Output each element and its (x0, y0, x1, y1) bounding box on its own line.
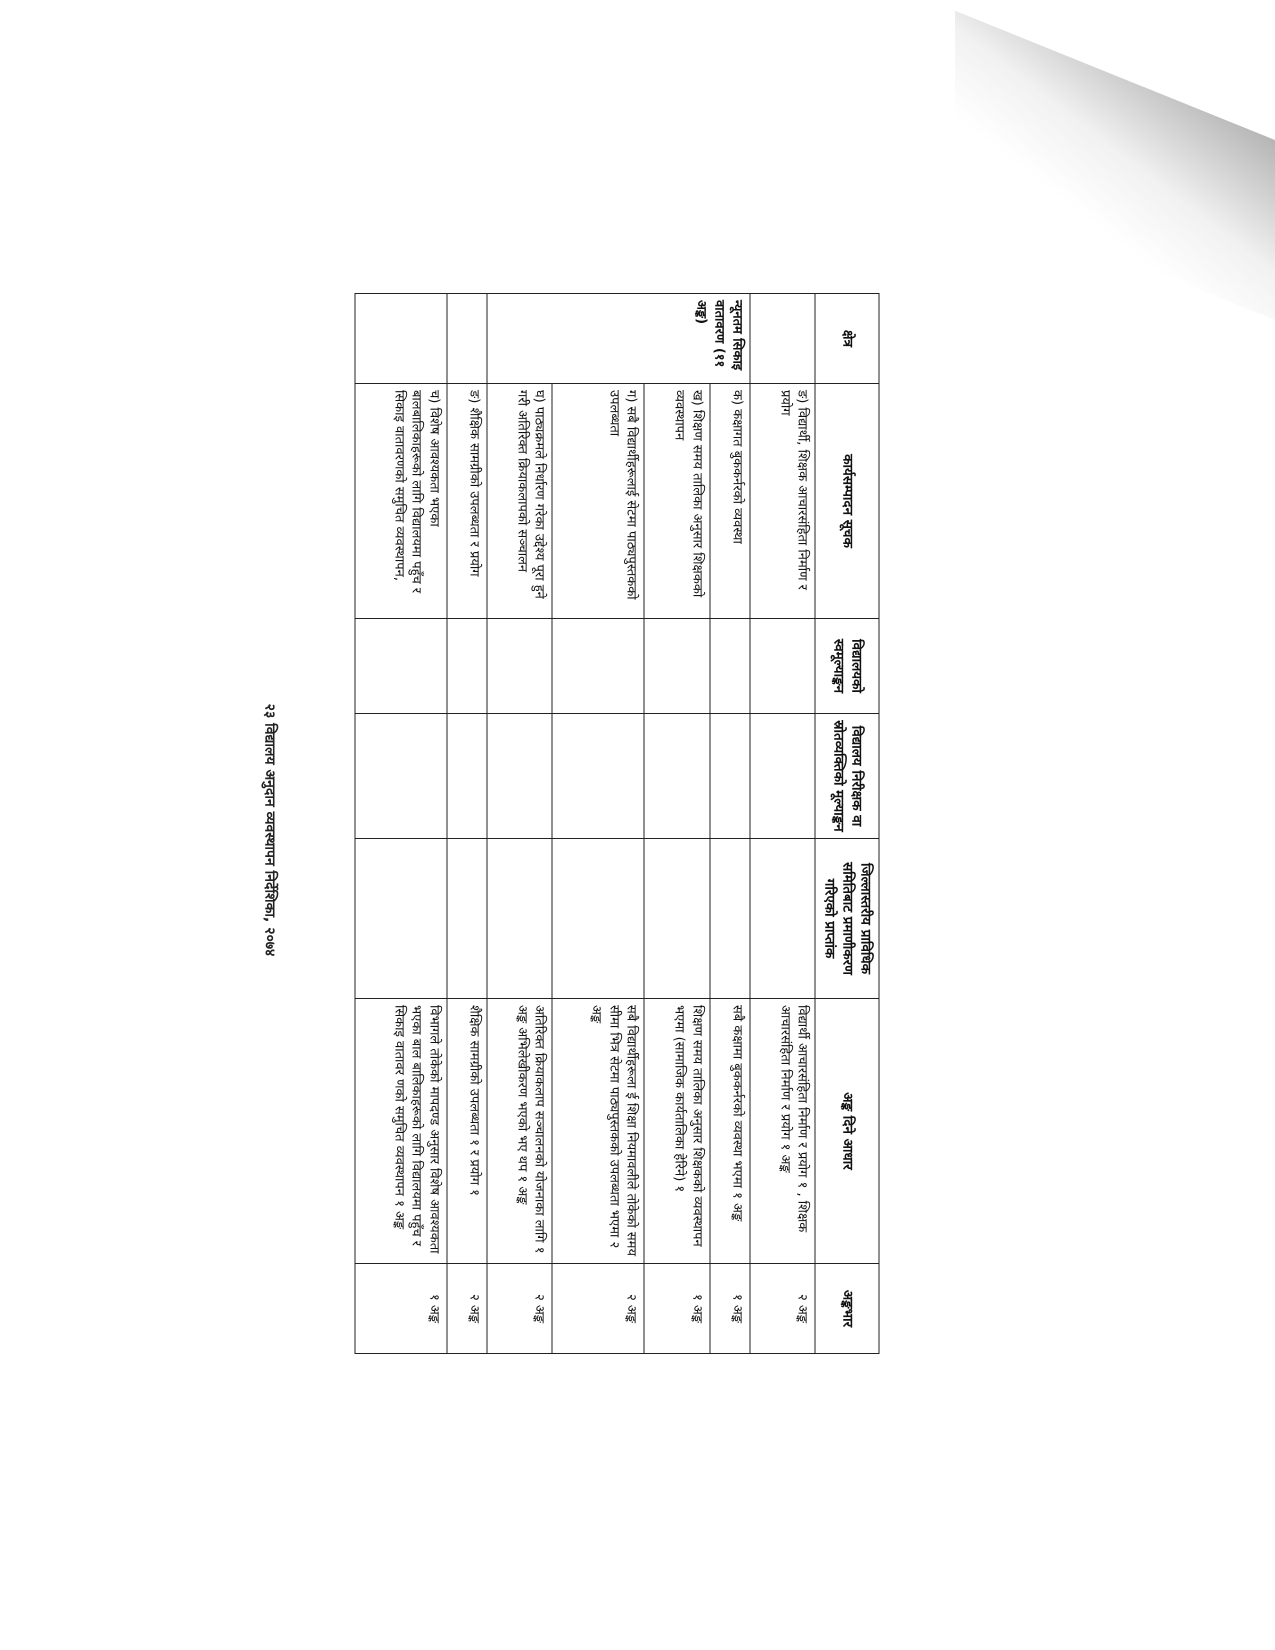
district-score-cell (644, 839, 710, 999)
table-row (552, 294, 644, 1354)
header-basis: अङ्क दिने आधार (815, 999, 879, 1264)
basis-cell: अतिरिक्त क्रियाकलाप सञ्चालनको योजनाका लागि १ अङ्क अभिलेखीकरण भएको भए थप १ अङ्क (487, 999, 553, 1264)
area-cell-empty (750, 294, 816, 384)
district-score-cell (447, 839, 487, 999)
inspector-score-cell (644, 714, 710, 839)
basis-cell: विद्यार्थी आचारसंहिता निर्माण र प्रयोग १ , शिक्षक आचारसंहिता निर्माण र प्रयोग १ अङ्क (750, 999, 816, 1264)
header-self-assessment: विद्यालयको स्वमूल्याङ्कन (815, 619, 879, 714)
marks-cell: २ अङ्क (552, 1264, 644, 1354)
indicator-cell: च) विशेष आवश्यकता भएका बालबालिकाहरूको लागि विद्यालयमा पहुँच र सिकाइ वातावरणको समुचित व्यवस्थापन, (355, 384, 447, 619)
marks-cell: २ अङ्क (750, 1264, 816, 1354)
inspector-score-cell (750, 714, 816, 839)
table-row (355, 294, 447, 1354)
basis-cell: सबै विद्यार्थीहरूला ई शिक्षा नियमावलीले तोकेको समय सीमा भित्र सेटमा पाठ्यपुस्तकको उपलब्धता भएमा २ अङ्क (552, 999, 644, 1264)
table-row (710, 294, 750, 1354)
area-cell-empty (355, 294, 447, 384)
indicator-cell: ग) सबै विद्यार्थीहरूलाई सेटमा पाठ्यपुस्तकको उपलब्धता (552, 384, 644, 619)
basis-cell: विभागले तोकेको मापदण्ड अनुसार विशेष आवश्यकता भएका बाल बालिकाहरूको लागि विद्यालयमा पहुँच र सिकाइ वातावर णको समुचित व्यवस्थापन १ अङ्क (355, 999, 447, 1264)
self-score-cell (355, 619, 447, 714)
self-score-cell (487, 619, 553, 714)
indicator-cell: ङ) शैक्षिक सामग्रीको उपलब्धता र प्रयोग (447, 384, 487, 619)
basis-cell: शिक्षण समय तालिका अनुसार शिक्षकको व्यवस्थापन भएमा (सामाजिक कार्यतालिका हेरिने) १ (644, 999, 710, 1264)
indicator-cell: ख) शिक्षण समय तालिका अनुसार शिक्षकको व्यवस्थापन (644, 384, 710, 619)
inspector-score-cell (487, 714, 553, 839)
table-row (750, 294, 816, 1354)
evaluation-table (355, 293, 880, 1354)
self-score-cell (750, 619, 816, 714)
inspector-score-cell (355, 714, 447, 839)
self-score-cell (710, 619, 750, 714)
indicator-cell: ङ) विद्यार्थी, शिक्षक आचारसंहिता निर्माण र प्रयोग (750, 384, 816, 619)
header-area: क्षेत्र (815, 294, 879, 384)
header-indicator: कार्यसम्पादन सूचक (815, 384, 879, 619)
indicator-cell: घ) पाठ्यक्रमले निर्धारण गरेका उद्देश्य पूरा हुने गरी अतिरिक्त क्रियाकलापको सञ्चालन (487, 384, 553, 619)
table-row (447, 294, 487, 1354)
rotated-document-page (355, 293, 880, 1353)
header-district-certification: जिल्लास्तरीय प्राविधिक समितिबाट प्रमाणीकरण गरिएको प्राप्तांक (815, 839, 879, 999)
district-score-cell (355, 839, 447, 999)
page-footer: २३ विद्यालय अनुदान व्यवस्थापन निर्देशिका, २०७४ (261, 703, 278, 957)
area-cell: न्यूनतम सिकाइ वातावरण (११ अङ्क) (487, 294, 750, 384)
district-score-cell (552, 839, 644, 999)
marks-cell: २ अङ्क (487, 1264, 553, 1354)
self-score-cell (552, 619, 644, 714)
district-score-cell (710, 839, 750, 999)
scan-shadow (955, 11, 1275, 320)
table-header-row (815, 294, 879, 1354)
header-marks: अङ्कभार (815, 1264, 879, 1354)
inspector-score-cell (552, 714, 644, 839)
inspector-score-cell (447, 714, 487, 839)
self-score-cell (644, 619, 710, 714)
table-row (644, 294, 710, 1354)
marks-cell: १ अङ्क (355, 1264, 447, 1354)
district-score-cell (487, 839, 553, 999)
indicator-cell: क) कक्षागत बुककर्नरको व्यवस्था (710, 384, 750, 619)
table-row (487, 294, 553, 1354)
basis-cell: सबै कक्षामा बुककर्नरको व्यवस्था भएमा १ अङ्क (710, 999, 750, 1264)
marks-cell: २ अङ्क (447, 1264, 487, 1354)
marks-cell: १ अङ्क (644, 1264, 710, 1354)
district-score-cell (750, 839, 816, 999)
self-score-cell (447, 619, 487, 714)
area-cell-empty (447, 294, 487, 384)
marks-cell: १ अङ्क (710, 1264, 750, 1354)
inspector-score-cell (710, 714, 750, 839)
basis-cell: शैक्षिक सामग्रीको उपलब्धता १ र प्रयोग १ (447, 999, 487, 1264)
header-inspector-assessment: विद्यालय निरीक्षक वा स्रोतव्यक्तिको मूल्याङ्कन (815, 714, 879, 839)
